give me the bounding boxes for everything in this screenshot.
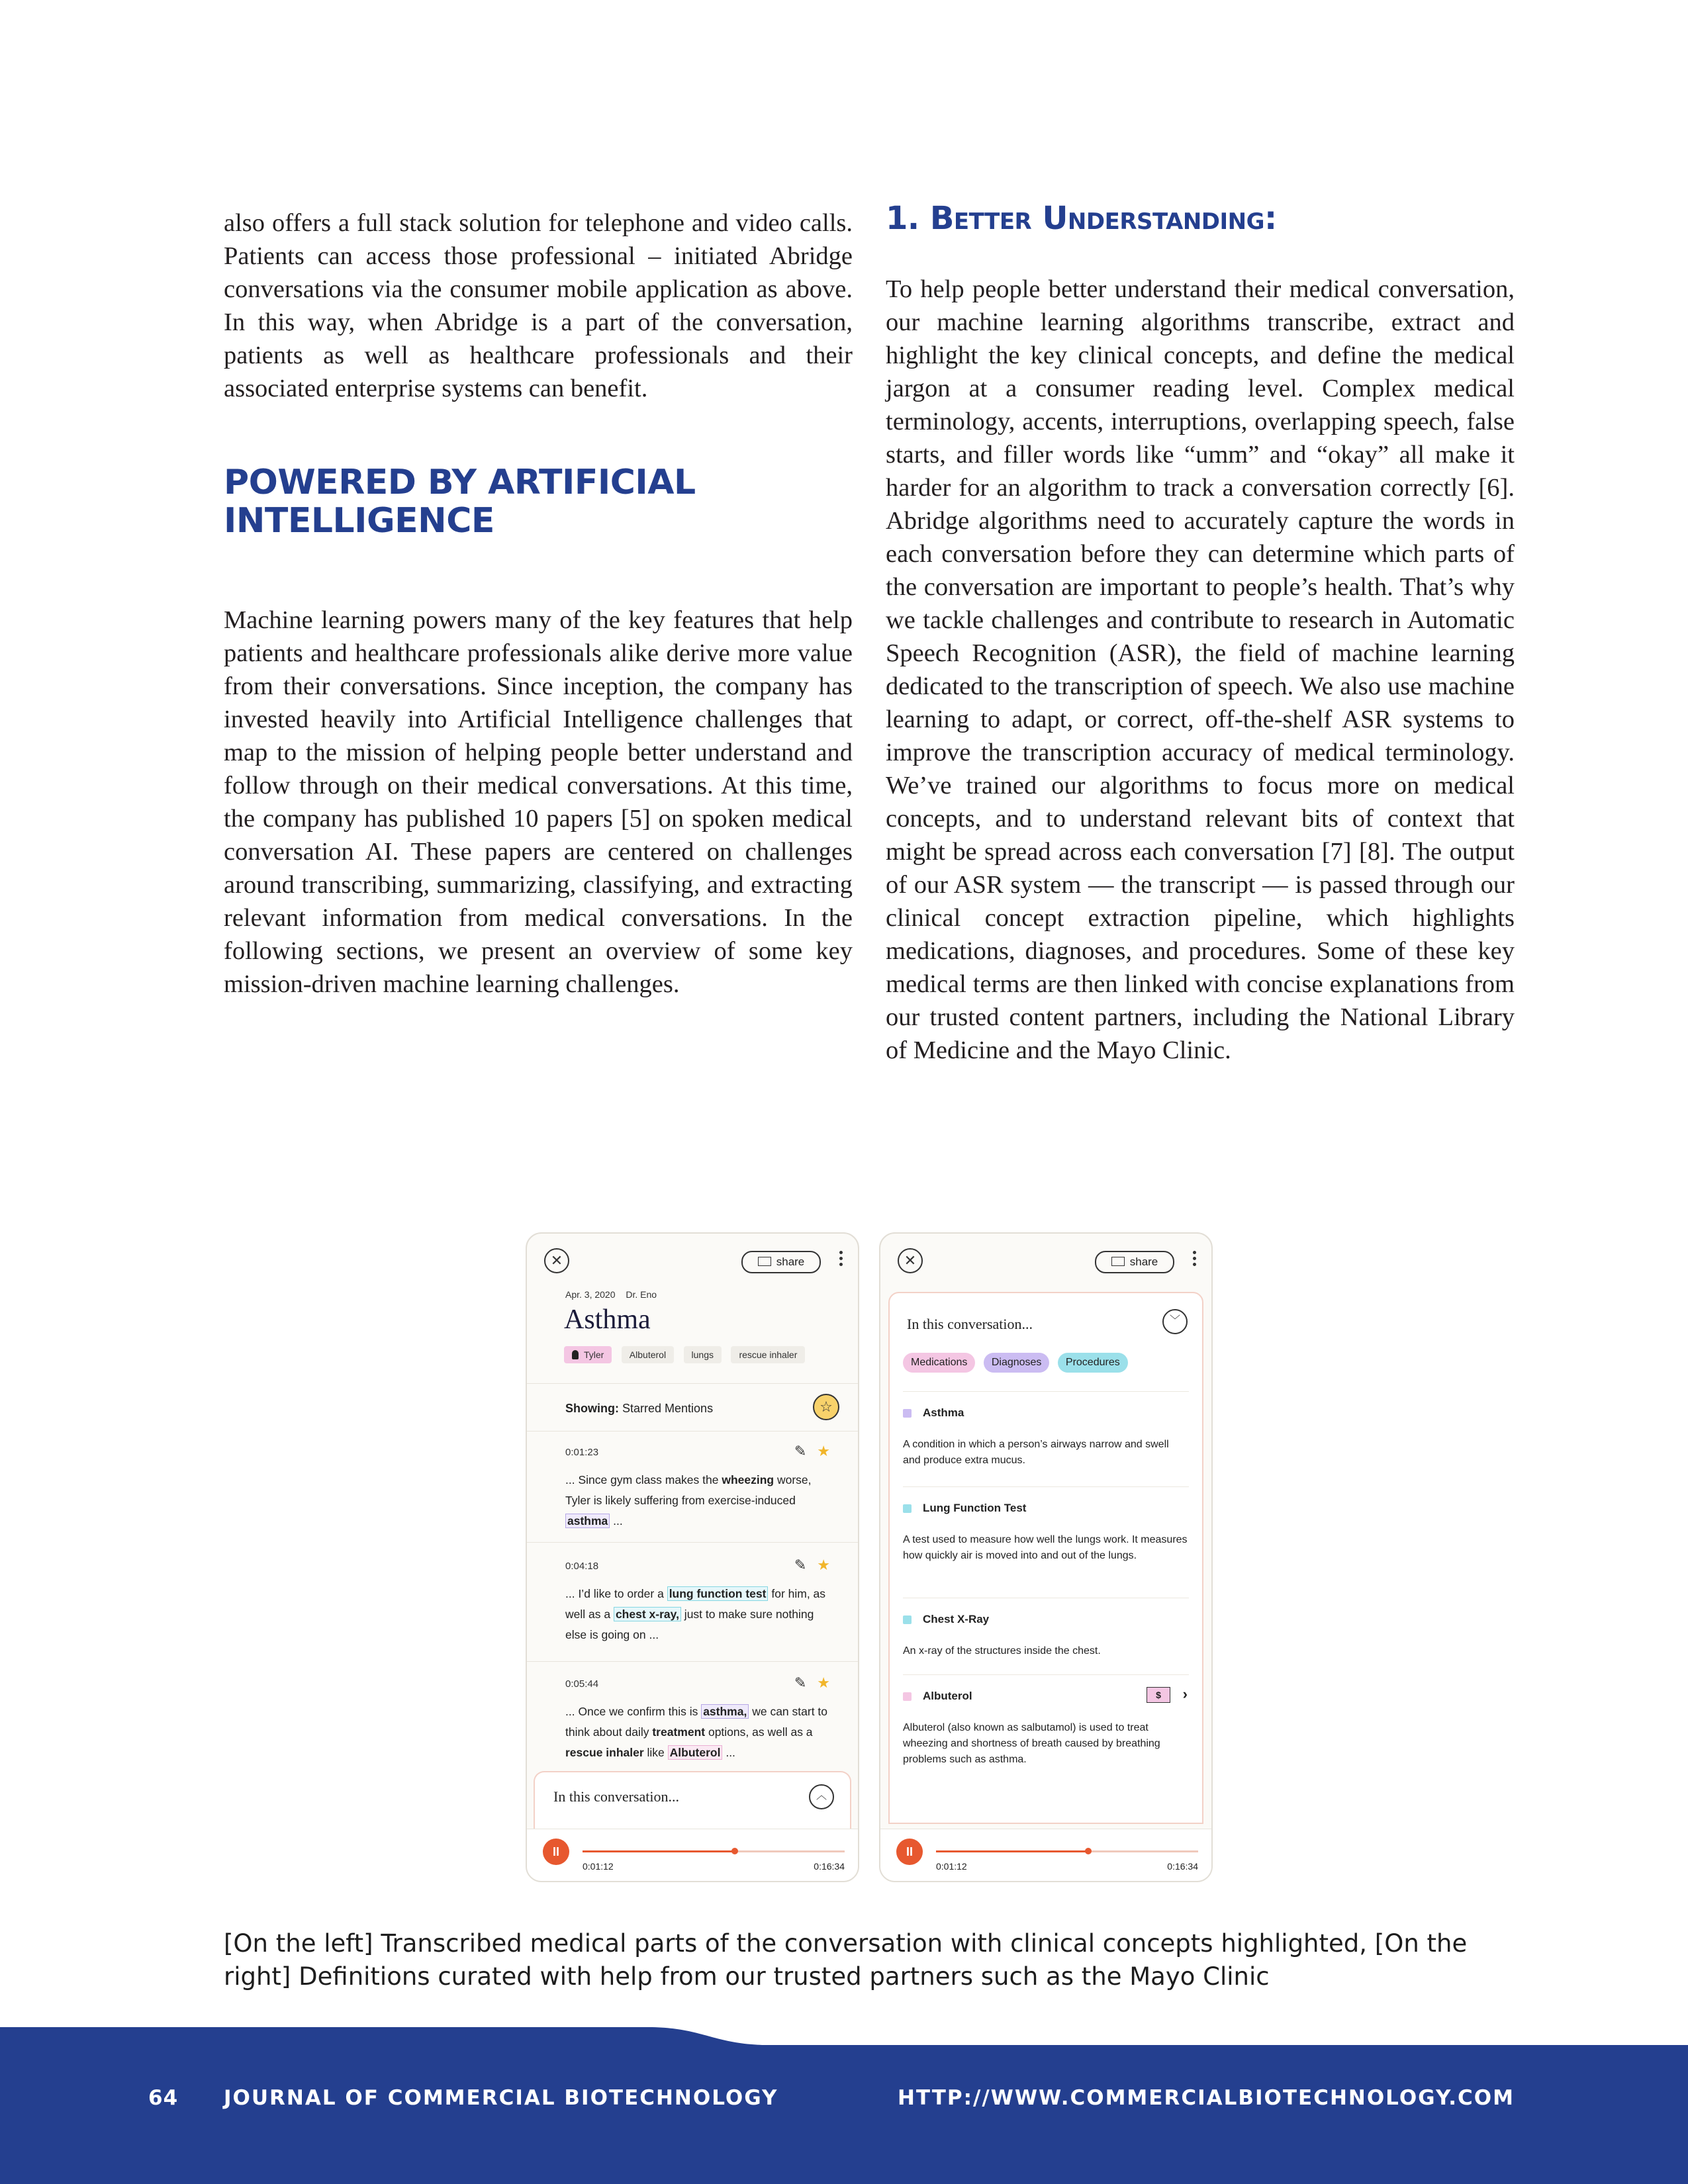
progress-handle[interactable]	[1085, 1848, 1092, 1854]
journal-url[interactable]: HTTP://WWW.COMMERCIALBIOTECHNOLOGY.COM	[897, 2086, 1515, 2110]
conversation-title: Asthma	[564, 1304, 651, 1335]
mail-icon	[1111, 1257, 1125, 1266]
term-item[interactable]	[903, 1598, 1189, 1659]
concept-highlight[interactable]: asthma	[565, 1514, 610, 1528]
pill-procedures[interactable]: Procedures	[1058, 1353, 1128, 1373]
term-definition: A test used to measure how well the lungs work. It measures how quickly air is moved into and out of the lungs.	[903, 1534, 1188, 1561]
term-definition: An x-ray of the structures inside the chest.	[903, 1645, 1101, 1657]
phone-screenshot-definitions	[879, 1232, 1213, 1882]
chevron-down-icon[interactable]: ﹀	[1162, 1309, 1188, 1334]
mention-timestamp: 0:04:18	[565, 1561, 599, 1572]
mail-icon	[758, 1257, 771, 1266]
concept-highlight[interactable]: asthma,	[701, 1704, 749, 1719]
tag-list	[564, 1346, 812, 1366]
diagnosis-marker	[903, 1409, 912, 1418]
time-total: 0:16:34	[814, 1861, 845, 1872]
more-options-icon[interactable]	[1193, 1251, 1197, 1269]
term-name: Chest X-Ray	[923, 1613, 990, 1625]
mention-quote: ... Since gym class makes the wheezing worse, Tyler is likely suffering from exercise-induced asthma ...	[565, 1473, 812, 1527]
tag-item[interactable]: lungs	[684, 1346, 722, 1363]
procedure-marker	[903, 1504, 912, 1513]
conversation-date: Apr. 3, 2020	[565, 1289, 616, 1300]
close-icon[interactable]: ✕	[898, 1248, 923, 1273]
star-icon[interactable]: ★	[817, 1557, 830, 1573]
chevron-up-icon[interactable]: ︿	[809, 1784, 834, 1809]
progress-handle[interactable]	[731, 1848, 738, 1854]
card-title: In this conversation...	[907, 1316, 1033, 1332]
mention-quote: ... Once we confirm this is asthma, we can start to think about daily treatment options, as well as a rescue inhaler like Albuterol ...	[565, 1705, 828, 1759]
audio-player	[880, 1829, 1211, 1881]
conversation-meta	[565, 1289, 665, 1300]
star-icon[interactable]: ★	[817, 1443, 830, 1459]
pause-icon[interactable]: II	[896, 1839, 923, 1865]
star-icon[interactable]: ★	[817, 1674, 830, 1691]
term-definition: Albuterol (also known as salbutamol) is used to treat wheezing and shortness of breath caused by breathing problems such as asthma.	[903, 1722, 1160, 1765]
mention-item	[565, 1557, 830, 1645]
left-paragraph-1: also offers a full stack solution for telephone and video calls. Patients can access those professional – initiated Abridge conversations via the consumer mobile application as above. In this way, when Abridge is a part of the conversation, patients as well as healthcare professionals and their associated enterprise systems can benefit.	[224, 209, 853, 402]
term-name: Lung Function Test	[923, 1502, 1027, 1514]
star-filter-icon[interactable]: ☆	[813, 1394, 839, 1420]
term-name: Albuterol	[923, 1690, 972, 1702]
mention-quote: ... I’d like to order a lung function test for him, as well as a chest x-ray, just to make sure nothing else is going on ...	[565, 1587, 826, 1641]
tag-user[interactable]: Tyler	[564, 1346, 612, 1363]
divider	[527, 1542, 858, 1543]
share-button[interactable]: share	[741, 1251, 821, 1273]
page-number: 64	[148, 2086, 179, 2110]
concept-highlight[interactable]: chest x-ray,	[614, 1607, 681, 1621]
procedure-marker	[903, 1615, 912, 1624]
term-item[interactable]	[903, 1674, 1189, 1768]
mention-timestamp: 0:01:23	[565, 1447, 599, 1458]
price-badge[interactable]: $	[1147, 1687, 1170, 1703]
term-item[interactable]	[903, 1391, 1189, 1469]
pencil-icon[interactable]: ✎	[794, 1674, 807, 1691]
pill-medications[interactable]: Medications	[903, 1353, 975, 1373]
concept-highlight[interactable]: lung function test	[667, 1586, 769, 1601]
progress-track[interactable]	[583, 1850, 845, 1852]
pause-icon[interactable]: II	[543, 1839, 569, 1865]
progress-fill	[583, 1850, 735, 1852]
progress-fill	[936, 1850, 1088, 1852]
conversation-drawer[interactable]	[534, 1771, 851, 1832]
pencil-icon[interactable]: ✎	[794, 1443, 807, 1459]
divider	[527, 1431, 858, 1432]
phone-screenshot-transcript	[526, 1232, 859, 1882]
mention-item	[565, 1674, 830, 1763]
tag-item[interactable]: Albuterol	[622, 1346, 674, 1363]
showing-filter: Showing: Starred Mentions	[565, 1402, 714, 1415]
audio-player	[527, 1829, 858, 1881]
progress-track[interactable]	[936, 1850, 1198, 1852]
term-definition: A condition in which a person’s airways narrow and swell and produce extra mucus.	[903, 1439, 1169, 1466]
time-current: 0:01:12	[583, 1861, 614, 1872]
section-heading-ai: POWERED BY ARTIFICIAL INTELLIGENCE	[224, 463, 696, 541]
mention-timestamp: 0:05:44	[565, 1678, 599, 1690]
mention-item	[565, 1443, 830, 1531]
category-pills	[903, 1353, 1133, 1373]
concept-highlight[interactable]: Albuterol	[668, 1745, 723, 1760]
time-current: 0:01:12	[936, 1861, 967, 1872]
left-paragraph-2: Machine learning powers many of the key features that help patients and healthcare professionals alike derive more value from their conversations. Since inception, the company has invested heavily into Artificial Intelligence challenges that map to the mission of helping people better understand and follow through on their medical conversations. At this time, the company has published 10 papers [5] on spoken medical conversation AI. These papers are centered on challenges around transcribing, summarizing, classifying, and extracting relevant information from medical conversations. In the following sections, we present an overview of some key mission-driven machine learning challenges.	[224, 606, 853, 998]
definitions-card	[888, 1292, 1203, 1824]
phone-topbar	[527, 1234, 858, 1273]
term-item[interactable]	[903, 1486, 1189, 1564]
chevron-right-icon[interactable]: ›	[1182, 1686, 1188, 1702]
figure-caption: [On the left] Transcribed medical parts of the conversation with clinical concepts highlighted, [On the right] Definitions curated with help from our trusted partners such as the Mayo Clinic	[224, 1929, 1468, 1991]
more-options-icon[interactable]	[839, 1251, 843, 1269]
share-button[interactable]: share	[1095, 1251, 1174, 1273]
conversation-doctor: Dr. Eno	[626, 1289, 657, 1300]
term-name: Asthma	[923, 1406, 964, 1419]
phone-topbar	[880, 1234, 1211, 1273]
medication-marker	[903, 1692, 912, 1701]
drawer-title: In this conversation...	[553, 1788, 680, 1805]
divider	[527, 1661, 858, 1662]
time-total: 0:16:34	[1167, 1861, 1198, 1872]
subsection-heading-understanding: 1. Better Understanding:	[886, 200, 1277, 237]
pill-diagnoses[interactable]: Diagnoses	[984, 1353, 1050, 1373]
tag-item[interactable]: rescue inhaler	[731, 1346, 805, 1363]
right-paragraph-1: To help people better understand their medical conversation, our machine learning algorithms transcribe, extract and highlight the key clinical concepts, and define the medical jargon at a consumer reading level. Complex medical terminology, accents, interruptions, overlapping speech, false starts, and filler words like “umm” and “okay” all make it harder for an algorithm to track a conversation correctly [6]. Abridge algorithms need to accurately capture the words in each conversation before they can determine which parts of the conversation are important to people’s health. That’s why we tackle challenges and contribute to research in Automatic Speech Recognition (ASR), the field of machine learning dedicated to the transcription of speech. We also use machine learning to adapt, or correct, off-the-shelf ASR systems to improve the transcription accuracy of medical terminology. We’ve trained our algorithms to focus more on medical concepts, and to understand relevant bits of context that might be spread across each conversation [7] [8]. The output of our ASR system — the transcript — is passed through our clinical concept extraction pipeline, which highlights medications, diagnoses, and procedures. Some of these key medical terms are then linked with concise explanations from our trusted content partners, including the National Library of Medicine and the Mayo Clinic.	[886, 275, 1515, 1064]
pencil-icon[interactable]: ✎	[794, 1557, 807, 1573]
person-icon	[572, 1350, 579, 1359]
close-icon[interactable]: ✕	[544, 1248, 569, 1273]
divider	[527, 1383, 858, 1384]
journal-name: JOURNAL OF COMMERCIAL BIOTECHNOLOGY	[224, 2086, 778, 2110]
